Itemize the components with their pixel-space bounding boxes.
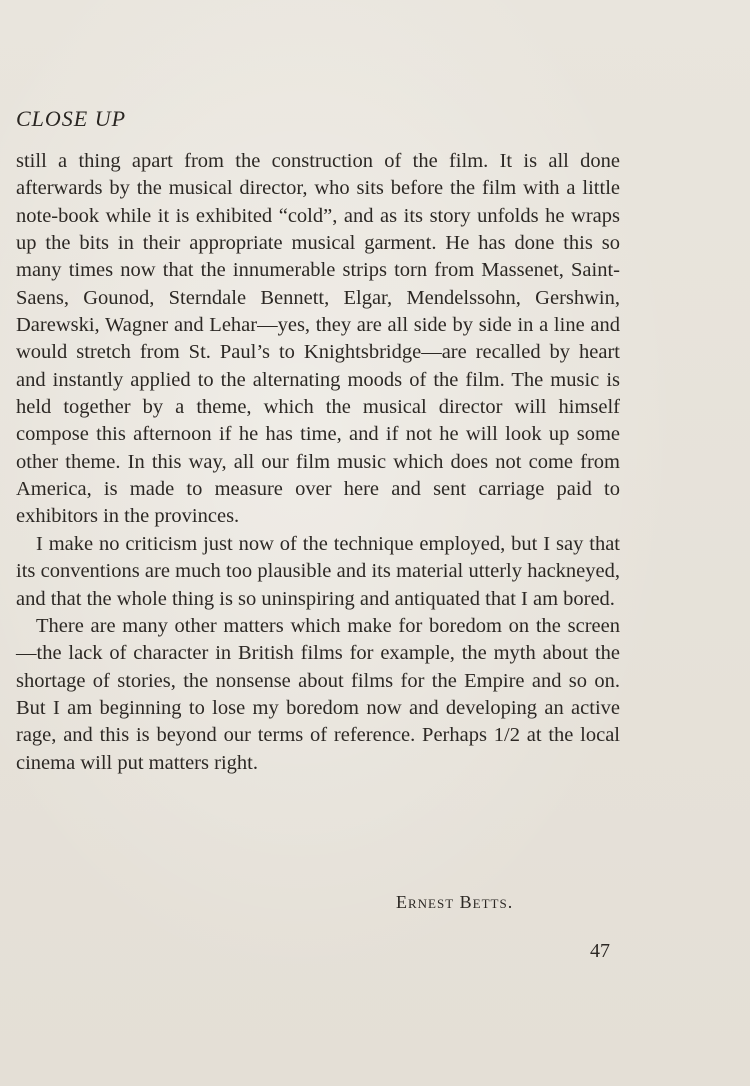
paragraph-continued: still a thing apart from the construction of the film. It is all done afterwards by the musical director, who sits before the film with a little note-book while it is exhibited “cold”, and as its story unfolds he wraps up the bits in their appropriate musical garment. He has done this so many times now that the innumerable strips torn from Massenet, Saint-Saens, Gounod, Sterndale Bennett, Elgar, Mendelssohn, Gershwin, Darewski, Wagner and Lehar—yes, they are all side by side in a line and would stretch from St. Paul’s to Knightsbridge—are recalled by heart and instantly applied to the alternating moods of the film. The music is held together by a theme, which the musical director will himself compose this afternoon if he has time, and if not he will look up some other theme. In this way, all our film music which does not come from America, is made to measure over here and sent carriage paid to exhibitors in the provinces. (16, 150, 620, 528)
page-number: 47 (590, 940, 610, 962)
author-signature: Ernest Betts. (396, 892, 514, 912)
running-head: CLOSE UP (16, 106, 127, 131)
paragraph-boredom: There are many other matters which make for boredom on the screen—the lack of character in British films for example, the myth about the shortage of stories, the nonsense about films for the Empire and so on. But I am beginning to lose my boredom now and developing an active rage, and this is beyond our terms of reference. Perhaps 1/2 at the local cinema will put matters right. (16, 614, 620, 774)
paragraph-criticism: I make no criticism just now of the technique employed, but I say that its conventions are much too plausible and its material utterly hackneyed, and that the whole thing is so uninspiring and antiquated that I am bored. (16, 532, 620, 610)
article-body (16, 148, 620, 777)
